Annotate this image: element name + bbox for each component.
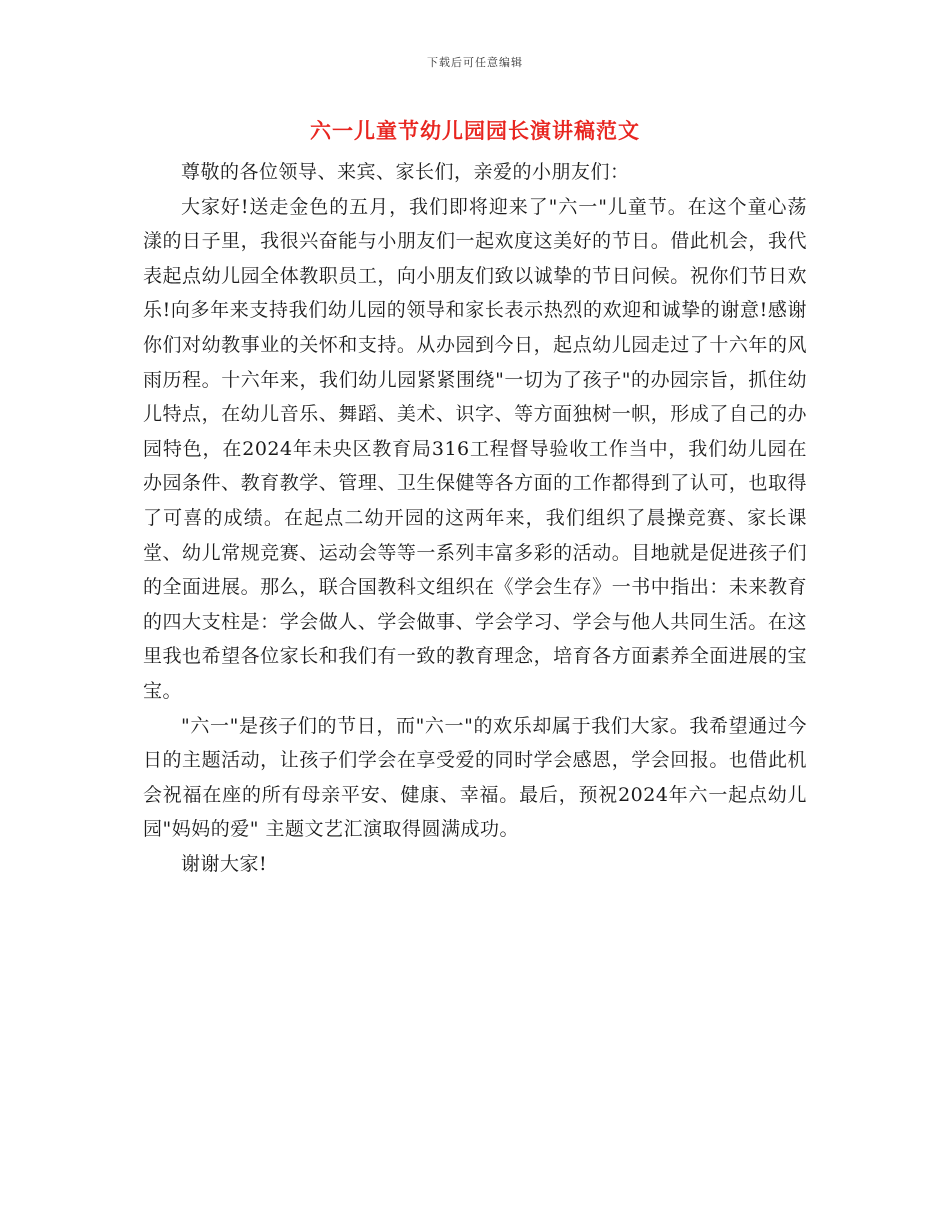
document-title: 六一儿童节幼儿园园长演讲稿范文 [310, 118, 640, 143]
body-paragraph-1: 大家好!送走金色的五月，我们即将迎来了"六一"儿童节。在这个童心荡漾的日子里，我很兴奋能与小朋友们一起欢度这美好的节日。借此机会，我代表起点幼儿园全体教职员工，向小朋友们致以诚挚的节日问候。祝你们节日欢乐!向多年来支持我们幼儿园的领导和家长表示热烈的欢迎和诚挚的谢意!感谢你们对幼教事业的关怀和支持。从办园到今日，起点幼儿园走过了十六年的风雨历程。十六年来，我们幼儿园紧紧围绕"一切为了孩子"的办园宗旨，抓住幼儿特点，在幼儿音乐、舞蹈、美术、识字、等方面独树一帜，形成了自己的办园特色，在2024年未央区教育局316工程督导验收工作当中，我们幼儿园在办园条件、教育教学、管理、卫生保健等各方面的工作都得到了认可，也取得了可喜的成绩。在起点二幼开园的这两年来，我们组织了晨操竞赛、家长课堂、幼儿常规竞赛、运动会等等一系列丰富多彩的活动。目地就是促进孩子们的全面进展。那么，联合国教科文组织在《学会生存》一书中指出：未来教育的四大支柱是：学会做人、学会做事、学会学习、学会与他人共同生活。在这里我也希望各位家长和我们有一致的教育理念，培育各方面素养全面进展的宝宝。 [143, 195, 807, 702]
body-paragraph-2: "六一"是孩子们的节日，而"六一"的欢乐却属于我们大家。我希望通过今日的主题活动，让孩子们学会在享受爱的同时学会感恩，学会回报。也借此机会祝福在座的所有母亲平安、健康、幸福。最后，预祝2024年六一起点幼儿园"妈妈的爱" 主题文艺汇演取得圆满成功。 [143, 714, 807, 841]
closing-line: 谢谢大家! [181, 852, 268, 875]
document-body [143, 155, 807, 881]
salutation: 尊敬的各位领导、来宾、家长们，亲爱的小朋友们： [181, 161, 630, 183]
page-header: 下载后可任意编辑 [427, 56, 523, 69]
